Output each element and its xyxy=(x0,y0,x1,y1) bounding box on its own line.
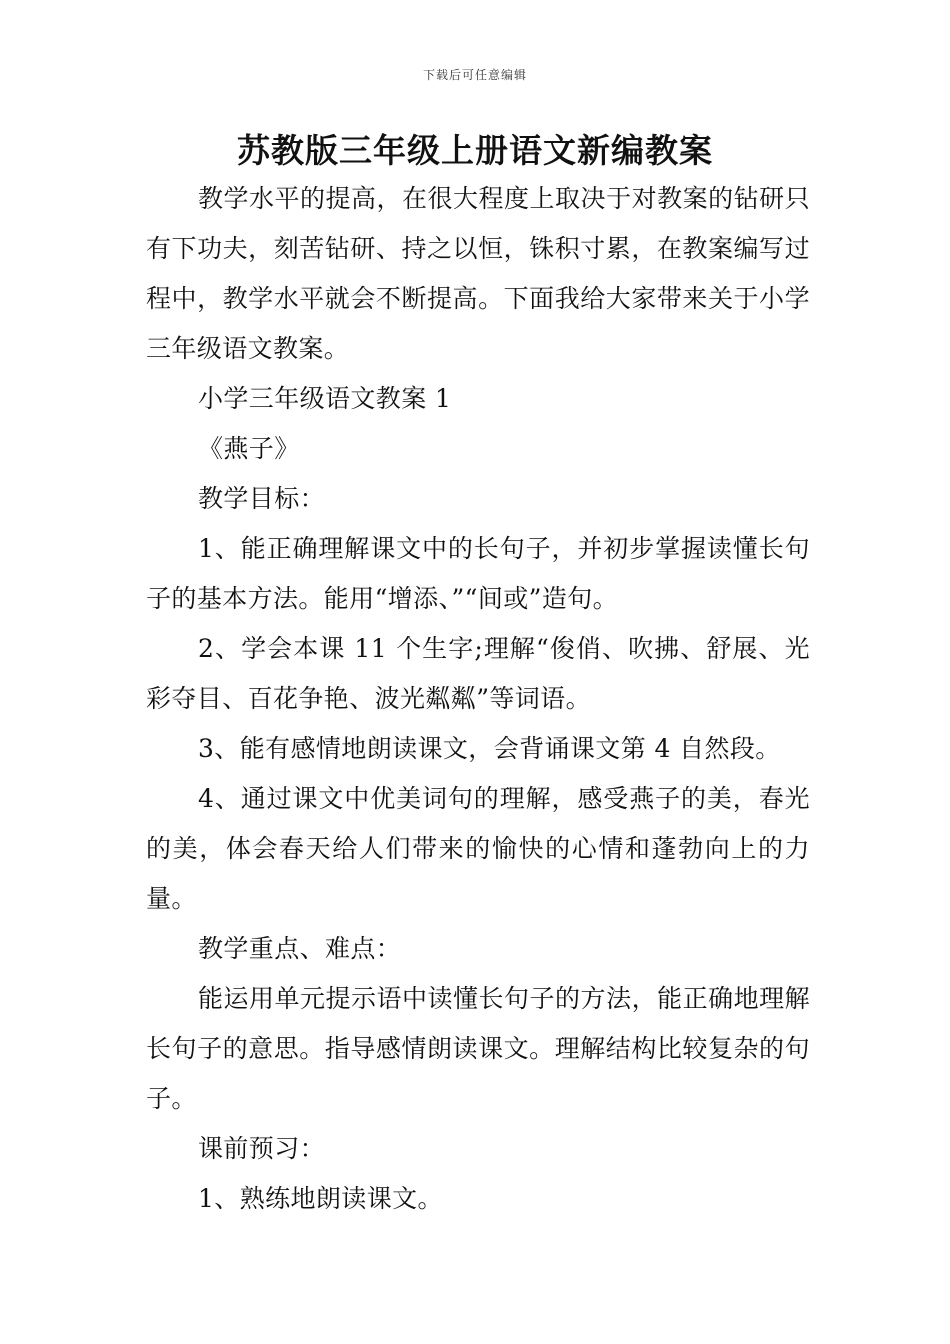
header-note: 下载后可任意编辑 xyxy=(422,68,527,82)
subheading-key-points: 教学重点、难点： xyxy=(198,934,402,963)
section-heading: 小学三年级语文教案 1 xyxy=(198,384,452,413)
preview-item-1: 1、熟练地朗读课文。 xyxy=(198,1184,443,1213)
subheading-preview: 课前预习： xyxy=(198,1134,326,1163)
objective-item-3: 3、能有感情地朗读课文，会背诵课文第 4 自然段。 xyxy=(198,734,781,763)
key-points-paragraph: 能运用单元提示语中读懂长句子的方法，能正确地理解长句子的意思。指导感情朗读课文。理解结构比较复杂的句子。 xyxy=(146,984,810,1113)
objective-item-1: 1、能正确理解课文中的长句子，并初步掌握读懂长句子的基本方法。能用“增添、”“间或”造句。 xyxy=(146,534,810,613)
objective-item-2: 2、学会本课 11 个生字;理解“俊俏、吹拂、舒展、光彩夺目、百花争艳、波光粼粼”等词语。 xyxy=(146,634,810,713)
objective-item-4: 4、通过课文中优美词句的理解，感受燕子的美，春光的美，体会春天给人们带来的愉快的心情和蓬勃向上的力量。 xyxy=(146,784,810,913)
document-title: 苏教版三年级上册语文新编教案 xyxy=(237,131,713,170)
subheading-objectives: 教学目标： xyxy=(198,484,326,513)
intro-paragraph: 教学水平的提高，在很大程度上取决于对教案的钻研只有下功夫，刻苦钻研、持之以恒，铢积寸累，在教案编写过程中，教学水平就会不断提高。下面我给大家带来关于小学三年级语文教案。 xyxy=(146,184,810,363)
document-body xyxy=(146,174,810,1224)
lesson-title: 《燕子》 xyxy=(198,434,300,463)
